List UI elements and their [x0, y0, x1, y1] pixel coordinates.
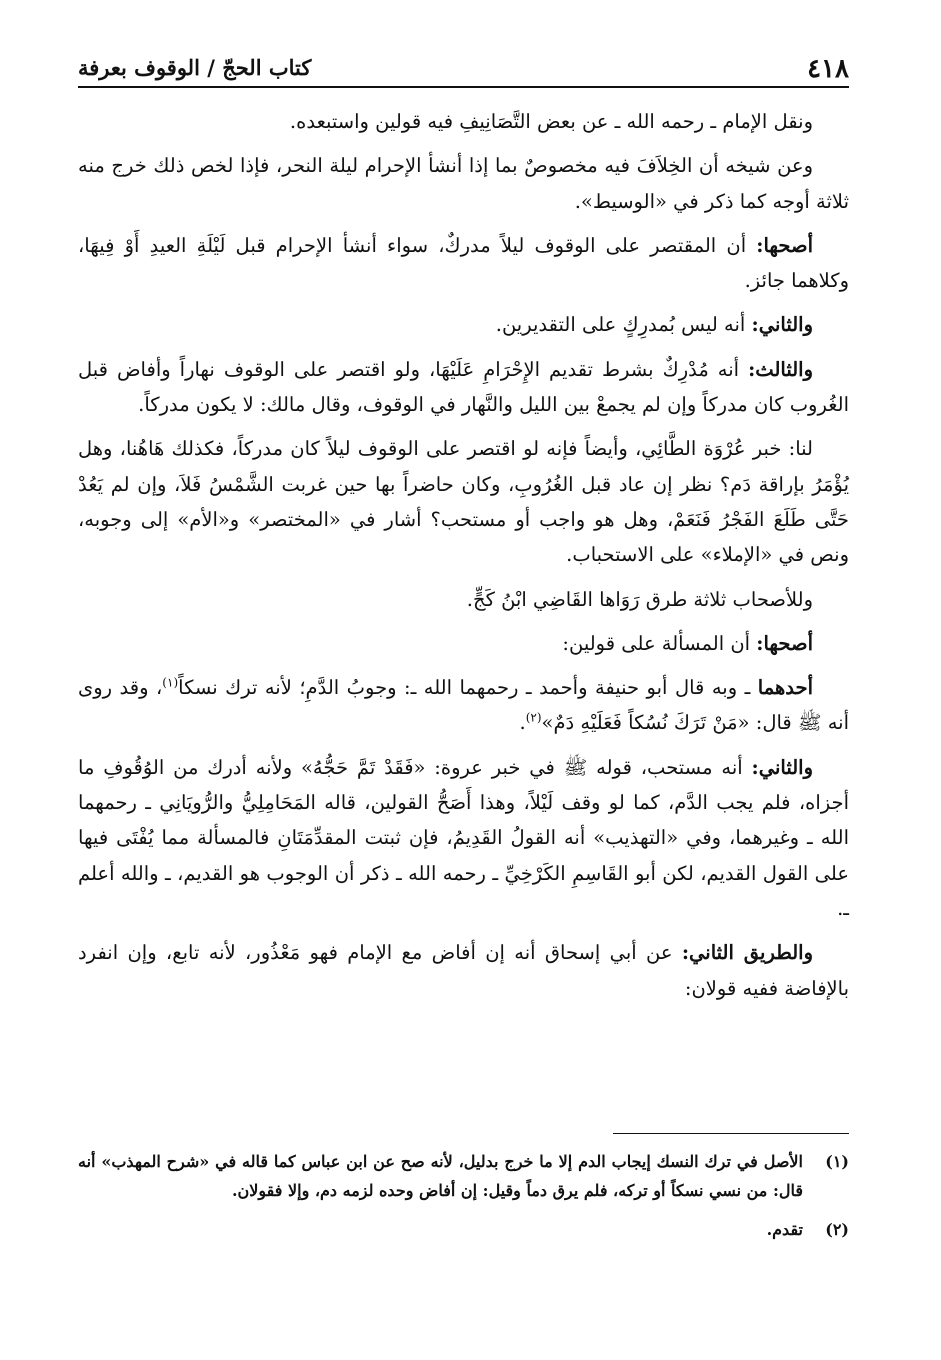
paragraph: [78, 228, 849, 299]
paragraph: [78, 352, 849, 423]
footnote: [78, 1147, 849, 1205]
footnotes: [78, 1147, 849, 1254]
paragraph: [78, 582, 849, 617]
paragraph-text: أنه مُدْرِكٌ بشرط تقديم الإِحْرَامِ عَلَيْهَا، ولو اقتصر على الوقوف نهاراً وأفاض قبل الغُروب كان مدركاً وإن لم يجمعْ بين الليل والنَّهار في الوقوف، وقال مالك: لا يكون مدركاً.: [78, 357, 849, 417]
footnote-text: الأصل في ترك النسك إيجاب الدم إلا ما خرج بدليل، لأنه صح عن ابن عباس كما قاله في «شرح المهذب» أنه قال: من نسي نسكاً أو تركه، فلم يرق دماً وقيل: إن أفاض وحده لزمه دم، وإلا فقولان.: [78, 1152, 803, 1200]
footnote-number: (١): [825, 1152, 849, 1171]
running-title: كتاب الحجّ / الوقوف بعرفة: [78, 55, 312, 80]
paragraph: [78, 750, 849, 926]
paragraph-text: أن المقتصر على الوقوف ليلاً مدركٌ، سواء أنشأ الإحرام قبل لَيْلَةِ العيدِ أَوْ فِيهَا، وكلاهما جائز.: [78, 233, 849, 293]
footnote-number: (٢): [825, 1220, 849, 1239]
paragraph-lead: والثاني:: [751, 755, 813, 779]
paragraph: [78, 431, 849, 572]
paragraph-text: أنه مستحب، قوله ﷺ في خبر عروة: «فَقَدْ تَمَّ حَجُّهُ» ولأنه أدرك من الوُقُوفِ ما أجزاه، فلم يجب الدَّم، كما لو وقف لَيْلاً، وهذا أَصَحُّ القولين، قاله المَحَامِلِيُّ والرُّويَانِي ـ رحمهما الله ـ وغيرهما، وفي «التهذيب» أنه القولُ القَدِيمُ، فإن ثبتت المقدِّمَتَانِ فالمسألة مما يُفْتَى فيها على القول القديم، لكن أبو القَاسِمِ الكَرْخِيِّ ـ رحمه الله ـ ذكر أن الوجوب هو القديم، ـ والله أعلم ـ.: [78, 755, 849, 920]
page-header: [78, 40, 849, 82]
footnote: [78, 1215, 849, 1244]
footnote-separator: [613, 1133, 849, 1134]
footnote-ref: (١): [162, 675, 179, 690]
paragraph-text: عن أبي إسحاق أنه إن أفاض مع الإمام فهو مَعْذُور، لأنه تابع، وإن انفرد بالإفاضة ففيه قولان:: [78, 941, 849, 1000]
footnote-ref: (٢): [525, 710, 542, 725]
paragraph-text: أن المسألة على قولين:: [562, 631, 757, 655]
footnote-text: تقدم.: [766, 1220, 803, 1239]
paragraph-text: لنا: خبر عُرْوَة الطَّائِي، وأيضاً فإنه لو اقتصر على الوقوف ليلاً كان مدركاً، فكذلك هَاهُنا، وهل يُؤْمَرُ بإراقة دَم؟ نظر إن عاد قبل الغُرُوبِ، وكان حاضراً بها حين غربت الشَّمْسُ فَلاَ، وإن لم يَعُدْ حَتَّى طَلَعَ الفَجْرُ فَنَعَمْ، وهل هو واجب أو مستحب؟ أشار في «المختصر» و«الأم» إلى وجوبه، ونص في «الإملاء» على الاستحباب.: [78, 437, 849, 567]
paragraph: [78, 148, 849, 219]
page-number: ٤١٨: [807, 54, 849, 84]
paragraph: [78, 104, 849, 139]
paragraph-text: ، وقد روى أنه ﷺ قال: «مَنْ تَرَكَ نُسُكاً فَعَلَيْهِ دَمٌ»: [78, 676, 849, 735]
paragraph-lead: أصحها:: [756, 631, 813, 655]
paragraph: [78, 307, 849, 342]
paragraph-lead: والطريق الثاني:: [681, 941, 813, 965]
paragraph-text: ونقل الإمام ـ رحمه الله ـ عن بعض التَّصَانِيفِ فيه قولين واستبعده.: [289, 110, 813, 133]
paragraph-text: وللأصحاب ثلاثة طرق رَوَاها القَاضِي ابْنُ كَجٍّ.: [466, 587, 813, 611]
paragraph-lead: أحدهما: [757, 676, 813, 700]
paragraph-text: وعن شيخه أن الخِلاَفَ فيه مخصوصٌ بما إذا أنشأ الإحرام ليلة النحر، فإذا لخص ذلك خرج منه ثلاثة أوجه كما ذكر في «الوسيط».: [78, 154, 849, 213]
paragraph-lead: أصحها:: [756, 233, 813, 257]
paragraph: [78, 670, 849, 741]
paragraph-text: .: [519, 711, 526, 735]
main-text: [78, 104, 849, 1015]
paragraph-lead: والثاني:: [751, 313, 813, 337]
paragraph-lead: والثالث:: [748, 357, 813, 381]
paragraph-text: ـ وبه قال أبو حنيفة وأحمد ـ رحمهما الله ـ: وجوبُ الدَّمِ؛ لأنه ترك نسكاً: [178, 676, 758, 700]
paragraph: [78, 626, 849, 661]
paragraph: [78, 935, 849, 1006]
header-rule: [78, 86, 849, 88]
paragraph-text: أنه ليس بُمدرِكٍ على التقديرين.: [495, 313, 752, 337]
